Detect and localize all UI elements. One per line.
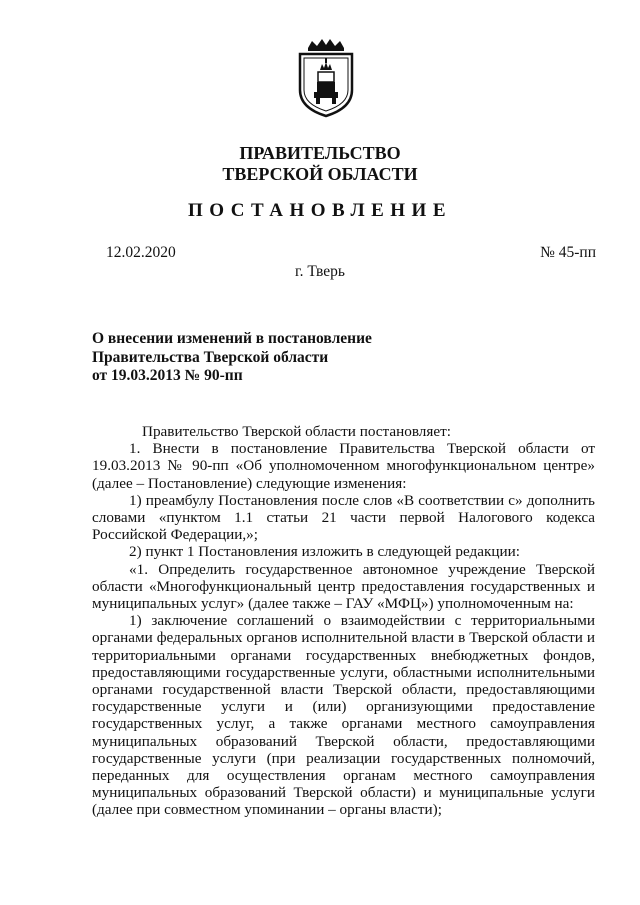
org-title-line2: ТВЕРСКОЙ ОБЛАСТИ: [222, 164, 418, 184]
body-paragraph-1: 1. Внести в постановление Правительства Тверской области от 19.03.2013 № 90-пп «Об уполномоченном многофункциональном центре» (далее – Постановление) следующие изменения:: [92, 440, 595, 492]
body-paragraph-5: 1) заключение соглашений о взаимодействии с территориальными органами федеральных органов исполнительной власти в Тверской области и территориальными органами государственных внебюджетных фондов, предоставляющими государственные услуги, областными исполнительными органами государственной власти Тверской области, предоставляющими государственные услуги и (или) организующими предоставление государственных услуг, а также органами местного самоуправления муниципальных образований Тверской области, предоставляющими государственные услуги (при реализации государственных полномочий, переданных для осуществления органам местного самоуправления муниципальных образований Тверской области) и муниципальные услуги (далее при совместном упоминании – органы власти);: [92, 612, 595, 819]
org-title-line1: ПРАВИТЕЛЬСТВО: [239, 143, 401, 163]
body-paragraph-4: «1. Определить государственное автономное учреждение Тверской области «Многофункциональный центр предоставления государственных и муниципальных услуг» (далее также – ГАУ «МФЦ») уполномоченным на:: [92, 560, 595, 613]
body-intro: Правительство Тверской области постановляет:: [142, 423, 451, 440]
document-subject: [92, 330, 372, 386]
document-type: ПОСТАНОВЛЕНИЕ: [187, 200, 453, 221]
document-body: [92, 423, 595, 819]
subject-line2: Правительства Тверской области: [92, 348, 329, 366]
body-paragraph-2: 1) преамбулу Постановления после слов «В соответствии с» дополнить словами «пунктом 1.1 статьи 21 части первой Налогового кодекса Российской Федерации,»;: [92, 491, 595, 544]
subject-line1: О внесении изменений в постановление: [92, 330, 372, 347]
subject-line3: от 19.03.2013 № 90-пп: [92, 367, 243, 384]
body-paragraph-3: 2) пункт 1 Постановления изложить в следующей редакции:: [129, 543, 520, 561]
document-date: 12.02.2020: [106, 244, 176, 261]
document-city: г. Тверь: [295, 263, 345, 280]
document-number: № 45-пп: [540, 244, 596, 261]
tver-coat-of-arms-icon: [296, 38, 356, 118]
